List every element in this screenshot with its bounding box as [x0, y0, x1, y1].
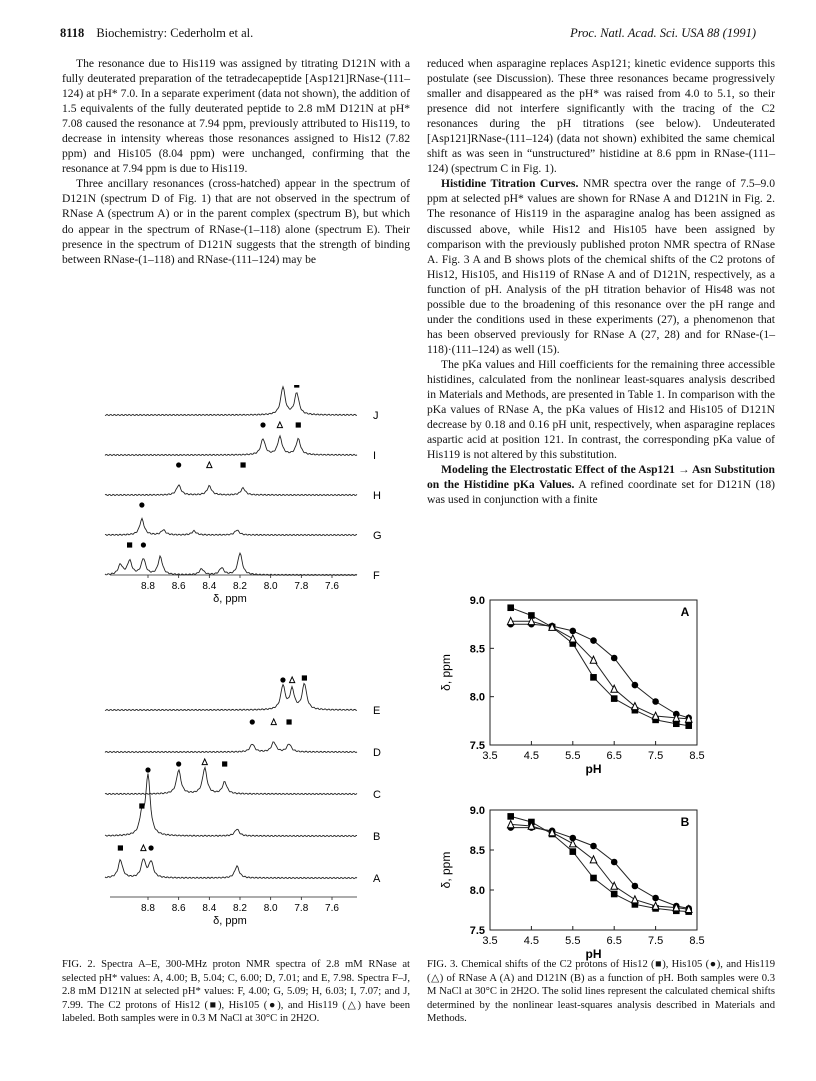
- section-heading: Histidine Titration Curves.: [441, 177, 579, 191]
- x-axis-label: δ, ppm: [213, 593, 247, 605]
- y-axis-label: δ, ppm: [439, 851, 453, 889]
- his119-marker: [202, 759, 207, 765]
- fig2-spectra: [95, 385, 410, 950]
- fig3-panel-a: [432, 590, 732, 785]
- his12-marker: [570, 848, 577, 855]
- journal-citation: Proc. Natl. Acad. Sci. USA 88 (1991): [570, 26, 756, 40]
- his12-marker: [685, 722, 692, 729]
- paragraph: Histidine Titration Curves. NMR spectra over the range of 7.5–9.0 ppm at selected pH* values are shown for RNase A and D121N in Fig. 2. The resonance of His119 in the asparagine analog has been assigned as discussed above, while His12 and His105 have been assigned by comparison with the previously published proton NMR spectra of RNase A. Fig. 3 A and B shows plots of the chemical shifts of the C2 protons of His12, His105, and His119 of RNase A and of D121N, respectively, as a function of pH. Analysis of the pH titration behavior of His48 was not possible due to the broadening of this resonance over the pH range and under the conditions used in these experiments (27), a phenomenon that has been observed previously for RNase A (27, 28) and for RNase-(1–118)·(111–124) as well (15).: [427, 177, 775, 356]
- x-tick-label: 8.6: [171, 903, 186, 914]
- x-axis-label: pH: [585, 947, 602, 961]
- his105-marker: [280, 677, 285, 682]
- his119-marker: [632, 703, 639, 710]
- his105-marker: [632, 682, 639, 689]
- y-tick-label: 7.5: [469, 925, 485, 937]
- right-column: [427, 56, 775, 507]
- his12-marker: [611, 695, 618, 702]
- his105-marker: [250, 719, 255, 724]
- x-tick-label: 7.8: [294, 581, 309, 592]
- fig2-caption: FIG. 2. Spectra A–E, 300-MHz proton NMR spectra of 2.8 mM RNase at selected pH* values: A, 4.00; B, 5.04; C, 6.00; D, 7.01; and E, 7.98. Spectra F–J, 2.8 mM D121N at selected pH* values: F, 4.00; G, 5.09; H, 6.03; I, 7.07; and J, 7.99. The C2 protons of His12 (■), His105 (●), and His119 (△) have been labeled. Both samples were in 0.3 M NaCl at 30°C in 2H2O.: [62, 959, 410, 1025]
- his119-marker: [570, 840, 577, 847]
- his105-marker: [611, 859, 618, 866]
- x-tick-label: 8.4: [202, 903, 217, 914]
- his119-marker: [632, 896, 639, 903]
- x-tick-label: 8.0: [263, 581, 278, 592]
- his105-marker: [176, 761, 181, 766]
- his12-marker: [590, 674, 597, 681]
- x-tick-label: 3.5: [482, 935, 498, 947]
- his105-marker: [141, 542, 146, 547]
- x-tick-label: 8.5: [689, 935, 705, 947]
- x-tick-label: 7.6: [325, 903, 339, 914]
- x-tick-label: 6.5: [606, 750, 622, 762]
- fit-curve: [511, 824, 689, 909]
- x-tick-label: 4.5: [523, 750, 540, 762]
- paragraph: reduced when asparagine replaces Asp121; kinetic evidence supports this postulate (see Discussion). These three resonances became progressively smaller and disappeared as the pH* was raised from 4.0 to 5.1, so their presence did not interfere significantly with the tracing of the C2 resonances during the pH titrations (see below). Undeuterated [Asp121]RNase-(111–124) (data not shown) exhibited the same chemical shift as was seen in “unstructured” histidine at 8.6 ppm in RNase-(111–124) (spectrum C in Fig. 1).: [427, 57, 775, 176]
- his12-marker: [302, 675, 307, 680]
- page-number: 8118: [60, 26, 85, 40]
- x-tick-label: 6.5: [606, 935, 622, 947]
- spectrum-label: B: [373, 831, 381, 843]
- nmr-spectrum-trace: [105, 553, 357, 575]
- his12-marker: [507, 604, 514, 611]
- y-tick-label: 7.5: [469, 740, 485, 752]
- his105-marker: [632, 883, 639, 890]
- x-tick-label: 5.5: [565, 935, 581, 947]
- his12-marker: [294, 385, 299, 388]
- x-tick-label: 7.6: [325, 581, 339, 592]
- y-tick-label: 9.0: [469, 805, 485, 817]
- his119-marker: [590, 856, 597, 863]
- his119-marker: [290, 677, 295, 683]
- x-tick-label: 3.5: [482, 750, 498, 762]
- his105-marker: [570, 628, 577, 635]
- nmr-spectrum-trace: [105, 859, 357, 879]
- his12-marker: [222, 761, 227, 766]
- his105-marker: [590, 637, 597, 644]
- paragraph: The resonance due to His119 was assigned by titrating D121N with a fully deuterated preparation of the tetradecapeptide [Asp121]RNase-(111–124) at pH* 7.0. In a separate experiment (data not shown), the addition of 1.5 equivalents of the fully deuterated peptide to 2.8 mM D121N at pH* 7.08 caused the resonance at 7.94 ppm, previously attributed to His119, to decrease in intensity whereas those resonances assigned to His12 (7.82 ppm) and His105 (8.04 ppm) were unchanged, confirming that the resonance at 7.94 ppm is due to His119.: [62, 57, 410, 176]
- his105-marker: [590, 843, 597, 850]
- fig3-panel-b: [432, 800, 732, 970]
- x-tick-label: 8.8: [141, 903, 155, 914]
- his105-marker: [139, 502, 144, 507]
- x-tick-label: 8.6: [171, 581, 186, 592]
- x-tick-label: 8.2: [233, 581, 247, 592]
- spectra-bottom-group: [105, 675, 381, 927]
- panel-label: B: [680, 815, 690, 829]
- x-tick-label: 7.5: [647, 750, 664, 762]
- x-tick-label: 8.2: [233, 903, 247, 914]
- his105-marker: [148, 845, 153, 850]
- spectrum-label: I: [373, 450, 377, 462]
- panel-label: A: [680, 605, 690, 619]
- fit-curve: [511, 624, 689, 718]
- y-tick-label: 8.0: [469, 691, 485, 704]
- his12-marker: [127, 542, 132, 547]
- y-tick-label: 9.0: [469, 595, 485, 607]
- x-tick-label: 8.4: [202, 581, 217, 592]
- his105-marker: [176, 462, 181, 467]
- his105-marker: [611, 655, 618, 662]
- spectrum-label: H: [373, 490, 381, 502]
- his119-marker: [570, 635, 577, 642]
- paragraph: Three ancillary resonances (cross-hatched) appear in the spectrum of D121N (spectrum D of Fig. 1) that are not observed in the spectrum of RNase A (spectrum A) or in the parent complex (spectrum B), but which do appear in the spectrum of RNase-(1–118) alone (spectrum E). Their presence in the spectrum of D121N suggests that the strength of binding between RNase-(1–118) and RNase-(111–124) may be: [62, 177, 410, 266]
- nmr-spectrum-trace: [105, 518, 357, 535]
- paragraph: Modeling the Electrostatic Effect of the Asp121 → Asn Substitution on the Histidine pKa Values. A refined coordinate set for D121N (18) was used in conjunction with a finite: [427, 463, 775, 507]
- spectrum-label: J: [373, 410, 379, 422]
- x-tick-label: 8.5: [689, 750, 705, 762]
- fit-curve: [511, 608, 689, 726]
- y-tick-label: 8.5: [469, 643, 485, 656]
- nmr-spectrum-trace: [105, 684, 357, 711]
- spectrum-label: F: [373, 570, 380, 582]
- nmr-spectrum-trace: [105, 387, 357, 416]
- x-tick-label: 8.0: [263, 903, 278, 914]
- running-title: Biochemistry: Cederholm et al.: [96, 26, 254, 40]
- x-axis-label: pH: [585, 762, 602, 776]
- y-axis-label: δ, ppm: [439, 654, 453, 691]
- his12-marker: [286, 719, 291, 724]
- his105-marker: [145, 767, 150, 772]
- x-tick-label: 8.8: [141, 581, 155, 592]
- his12-marker: [139, 803, 144, 808]
- fig3-caption: FIG. 3. Chemical shifts of the C2 protons of His12 (■), His105 (●), and His119 (△) of RNase A (A) and D121N (B) as a function of pH. Both samples were 0.3 M NaCl at 30°C in 2H2O. The solid lines represent the calculated chemical shifts determined by the nonlinear least-squares analysis described in Materials and Methods.: [427, 959, 775, 1025]
- x-tick-label: 7.8: [294, 903, 309, 914]
- his12-marker: [590, 875, 597, 882]
- his12-marker: [118, 845, 123, 850]
- his12-marker: [611, 891, 618, 898]
- paragraph: The pKa values and Hill coefficients for the remaining three accessible histidines, calculated from the nonlinear least-squares analysis described in Materials and Methods, are presented in Table 1. In comparison with the pKa values of RNase A, the pKa values of His12 and His105 of D121N decrease by 0.18 and 0.16 pH unit, respectively, when asparagine replaces aspartic acid at position 121. In contrast, the corresponding pKa value of His119 is not altered by this substitution.: [427, 357, 775, 462]
- fit-curve: [511, 621, 689, 719]
- spectrum-label: C: [373, 789, 381, 801]
- x-tick-label: 7.5: [647, 935, 664, 947]
- his119-marker: [277, 422, 282, 428]
- page-header-left: [60, 26, 253, 41]
- section-heading: Modeling the Electrostatic Effect of the Asp121 → Asn Substitution on the Histidine pKa Values.: [427, 463, 775, 492]
- his12-marker: [507, 813, 514, 820]
- spectrum-label: A: [373, 873, 381, 885]
- his119-marker: [141, 845, 146, 851]
- spectrum-label: D: [373, 747, 381, 759]
- y-tick-label: 8.0: [469, 885, 485, 897]
- spectrum-label: E: [373, 705, 381, 717]
- spectrum-label: G: [373, 530, 382, 542]
- nmr-spectrum-trace: [105, 485, 357, 496]
- fit-curve: [511, 816, 689, 911]
- nmr-spectrum-trace: [105, 742, 357, 753]
- his105-marker: [260, 422, 265, 427]
- y-tick-label: 8.5: [469, 845, 485, 857]
- spectra-top-group: [105, 385, 382, 605]
- nmr-spectrum-trace: [105, 768, 357, 795]
- x-tick-label: 5.5: [565, 750, 581, 762]
- x-tick-label: 4.5: [523, 935, 540, 947]
- his105-marker: [652, 895, 659, 902]
- left-column: [62, 56, 410, 267]
- his12-marker: [240, 462, 245, 467]
- nmr-spectrum-trace: [105, 436, 357, 456]
- his105-marker: [652, 698, 659, 705]
- his12-marker: [296, 422, 301, 427]
- x-axis-label: δ, ppm: [213, 915, 247, 927]
- his119-marker: [207, 462, 212, 468]
- his119-marker: [271, 719, 276, 725]
